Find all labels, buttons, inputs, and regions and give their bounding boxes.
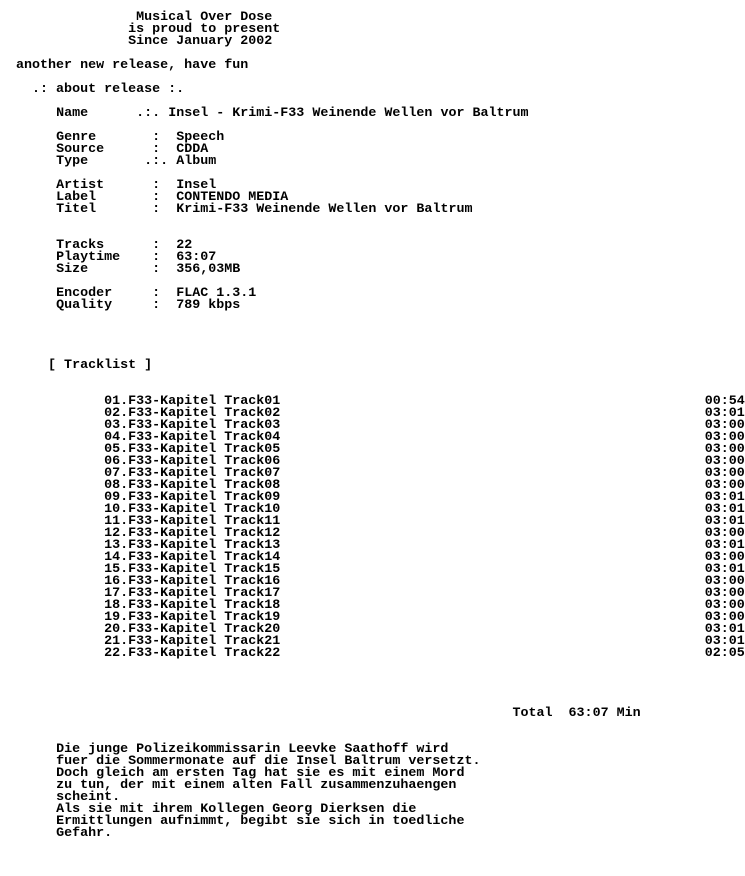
track-name: 21.F33-Kapitel Track21 <box>104 634 281 649</box>
track-time: 03:01 <box>704 406 745 421</box>
info-value: 63:07 <box>176 250 217 265</box>
total-label: Total <box>512 706 553 721</box>
info-label: Size <box>56 262 89 277</box>
track-name: 18.F33-Kapitel Track18 <box>104 598 281 613</box>
track-name: 11.F33-Kapitel Track11 <box>104 514 281 529</box>
description-text: scheint. <box>56 790 121 805</box>
track-name: 07.F33-Kapitel Track07 <box>104 466 281 481</box>
info-label: Name <box>56 106 89 121</box>
info-value: Insel - Krimi-F33 Weinende Wellen vor Baltrum <box>168 106 529 121</box>
intro-text: another new release, have fun <box>16 58 249 73</box>
info-row-size <box>0 264 745 276</box>
track-name: 19.F33-Kapitel Track19 <box>104 610 281 625</box>
track-name: 06.F33-Kapitel Track06 <box>104 454 281 469</box>
info-label: Genre <box>56 130 97 145</box>
track-time: 03:01 <box>704 562 745 577</box>
info-separator: : <box>152 142 161 157</box>
track-time: 03:00 <box>704 598 745 613</box>
description-text: Die junge Polizeikommissarin Leevke Saathoff wird <box>56 742 449 757</box>
info-label: Tracks <box>56 238 105 253</box>
info-row-name <box>0 108 745 120</box>
track-time: 03:00 <box>704 418 745 433</box>
info-value: Speech <box>176 130 225 145</box>
info-row-quality <box>0 300 745 312</box>
info-label: Type <box>56 154 89 169</box>
description-text: Gefahr. <box>56 826 113 841</box>
about-heading: .: about release :. <box>32 82 185 97</box>
info-row-type <box>0 156 745 168</box>
info-label: Encoder <box>56 286 113 301</box>
description-text: fuer die Sommermonate auf die Insel Baltrum versetzt. <box>56 754 481 769</box>
info-value: FLAC 1.3.1 <box>176 286 257 301</box>
description-text: Doch gleich am ersten Tag hat sie es mit einem Mord <box>56 766 465 781</box>
track-name: 15.F33-Kapitel Track15 <box>104 562 281 577</box>
track-time: 03:01 <box>704 538 745 553</box>
info-separator: : <box>152 130 161 145</box>
total-line <box>0 708 745 720</box>
info-row-titel <box>0 204 745 216</box>
info-value: 356,03MB <box>176 262 241 277</box>
info-value: 22 <box>176 238 193 253</box>
track-time: 03:01 <box>704 490 745 505</box>
track-name: 09.F33-Kapitel Track09 <box>104 490 281 505</box>
description-text: Als sie mit ihrem Kollegen Georg Dierksen die <box>56 802 417 817</box>
track-name: 10.F33-Kapitel Track10 <box>104 502 281 517</box>
tracklist-heading: [ Tracklist ] <box>48 358 153 373</box>
intro-line <box>0 60 745 72</box>
track-name: 05.F33-Kapitel Track05 <box>104 442 281 457</box>
info-value: CONTENDO MEDIA <box>176 190 289 205</box>
info-label: Label <box>56 190 97 205</box>
header-line-3 <box>0 36 745 48</box>
track-name: 13.F33-Kapitel Track13 <box>104 538 281 553</box>
track-time: 00:54 <box>704 394 745 409</box>
info-separator: : <box>152 202 161 217</box>
track-name: 03.F33-Kapitel Track03 <box>104 418 281 433</box>
info-separator: : <box>152 286 161 301</box>
info-separator: : <box>152 238 161 253</box>
info-separator: : <box>152 298 161 313</box>
track-name: 22.F33-Kapitel Track22 <box>104 646 281 661</box>
info-value: Krimi-F33 Weinende Wellen vor Baltrum <box>176 202 473 217</box>
track-name: 01.F33-Kapitel Track01 <box>104 394 281 409</box>
track-time: 03:00 <box>704 478 745 493</box>
track-name: 02.F33-Kapitel Track02 <box>104 406 281 421</box>
track-time: 03:01 <box>704 622 745 637</box>
track-name: 14.F33-Kapitel Track14 <box>104 550 281 565</box>
track-name: 08.F33-Kapitel Track08 <box>104 478 281 493</box>
info-separator: : <box>152 262 161 277</box>
nfo-document <box>0 12 745 840</box>
track-time: 03:00 <box>704 454 745 469</box>
track-name: 04.F33-Kapitel Track04 <box>104 430 281 445</box>
header-subtitle: is proud to present <box>128 22 281 37</box>
info-label: Source <box>56 142 105 157</box>
description <box>0 744 745 840</box>
track-time: 03:00 <box>704 526 745 541</box>
info-label: Titel <box>56 202 97 217</box>
description-text: Ermittlungen aufnimmt, begibt sie sich in toedliche <box>56 814 465 829</box>
about-heading-line <box>0 84 745 96</box>
info-value: Insel <box>176 178 217 193</box>
info-value: CDDA <box>176 142 209 157</box>
info-value: Album <box>176 154 217 169</box>
info-separator: .:. <box>136 106 161 121</box>
description-line <box>0 828 745 840</box>
track-time: 03:00 <box>704 430 745 445</box>
tracklist <box>0 396 745 660</box>
track-time: 03:01 <box>704 502 745 517</box>
track-time: 03:00 <box>704 610 745 625</box>
track-row <box>0 648 745 660</box>
track-time: 03:00 <box>704 574 745 589</box>
track-time: 03:00 <box>704 442 745 457</box>
info-separator: : <box>152 178 161 193</box>
info-separator: : <box>152 250 161 265</box>
tracklist-heading-line <box>0 360 745 372</box>
info-separator: : <box>152 190 161 205</box>
total-value: 63:07 Min <box>568 706 641 721</box>
track-time: 03:01 <box>704 634 745 649</box>
track-time: 03:00 <box>704 586 745 601</box>
info-label: Quality <box>56 298 113 313</box>
info-label: Artist <box>56 178 105 193</box>
track-time: 03:00 <box>704 550 745 565</box>
info-value: 789 kbps <box>176 298 241 313</box>
track-time: 03:00 <box>704 466 745 481</box>
track-name: 16.F33-Kapitel Track16 <box>104 574 281 589</box>
header-since: Since January 2002 <box>128 34 273 49</box>
header-title: Musical Over Dose <box>136 10 273 25</box>
track-time: 03:01 <box>704 514 745 529</box>
description-text: zu tun, der mit einem alten Fall zusammenzuhaengen <box>56 778 457 793</box>
info-separator: .:. <box>144 154 169 169</box>
track-time: 02:05 <box>704 646 745 661</box>
track-name: 20.F33-Kapitel Track20 <box>104 622 281 637</box>
track-name: 17.F33-Kapitel Track17 <box>104 586 281 601</box>
info-label: Playtime <box>56 250 121 265</box>
track-name: 12.F33-Kapitel Track12 <box>104 526 281 541</box>
